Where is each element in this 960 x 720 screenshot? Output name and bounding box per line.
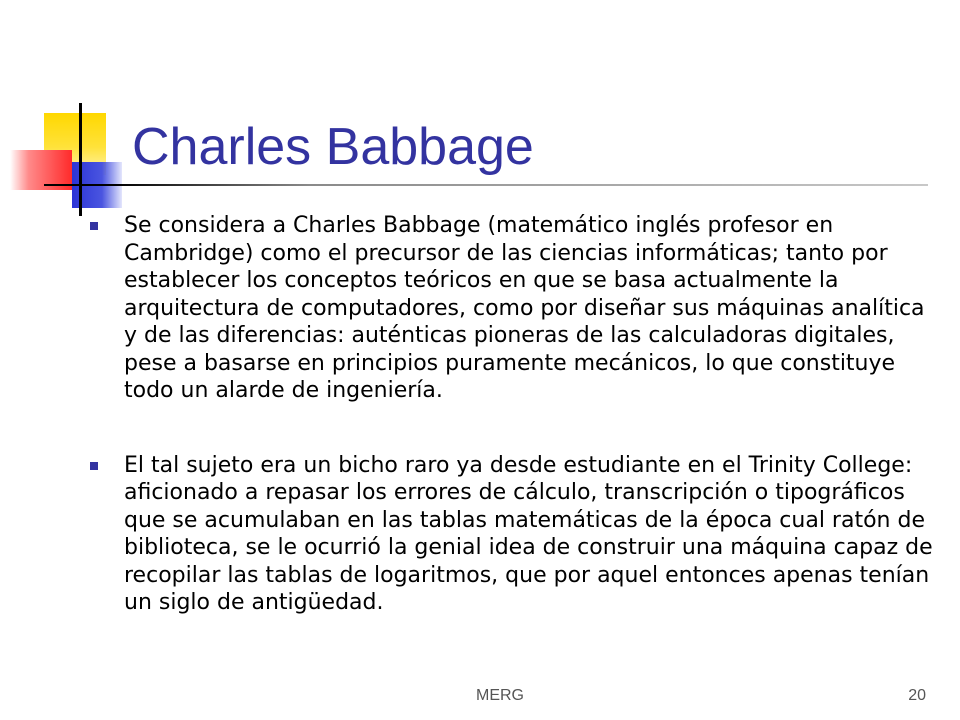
bullet-item [90, 212, 940, 405]
bullet-text: Se considera a Charles Babbage (matemático inglés profesor en Cambridge) como el precursor de las ciencias informáticas; tanto por establecer los conceptos teóricos en que se basa actualmente la arquitectura de computadores, como por diseñar sus máquinas analítica y de las diferencias: auténticas pioneras de las calculadoras digitales, pese a basarse en principios puramente mecánicos, lo que constituye todo un alarde de ingeniería. [124, 213, 925, 403]
bullet-square-icon [90, 462, 98, 470]
footer-label: MERG [476, 687, 524, 704]
title-underline [44, 184, 928, 186]
bullet-text: El tal sujeto era un bicho raro ya desde estudiante en el Trinity College: aficionado a repasar los errores de cálculo, transcripción o tipográficos que se acumulaban en las tablas matemáticas de la época cual ratón de biblioteca, se le ocurrió la genial idea de construir una máquina capaz de recopilar las tablas de logaritmos, que por aquel entonces apenas tenían un siglo de antigüedad. [124, 452, 933, 615]
page-number: 20 [908, 687, 926, 704]
bullet-square-icon [90, 222, 98, 230]
bullet-item [90, 452, 940, 617]
slide-title: Charles Babbage [132, 118, 534, 176]
bullet-list [90, 212, 940, 617]
decorative-vertical-line [79, 103, 82, 216]
